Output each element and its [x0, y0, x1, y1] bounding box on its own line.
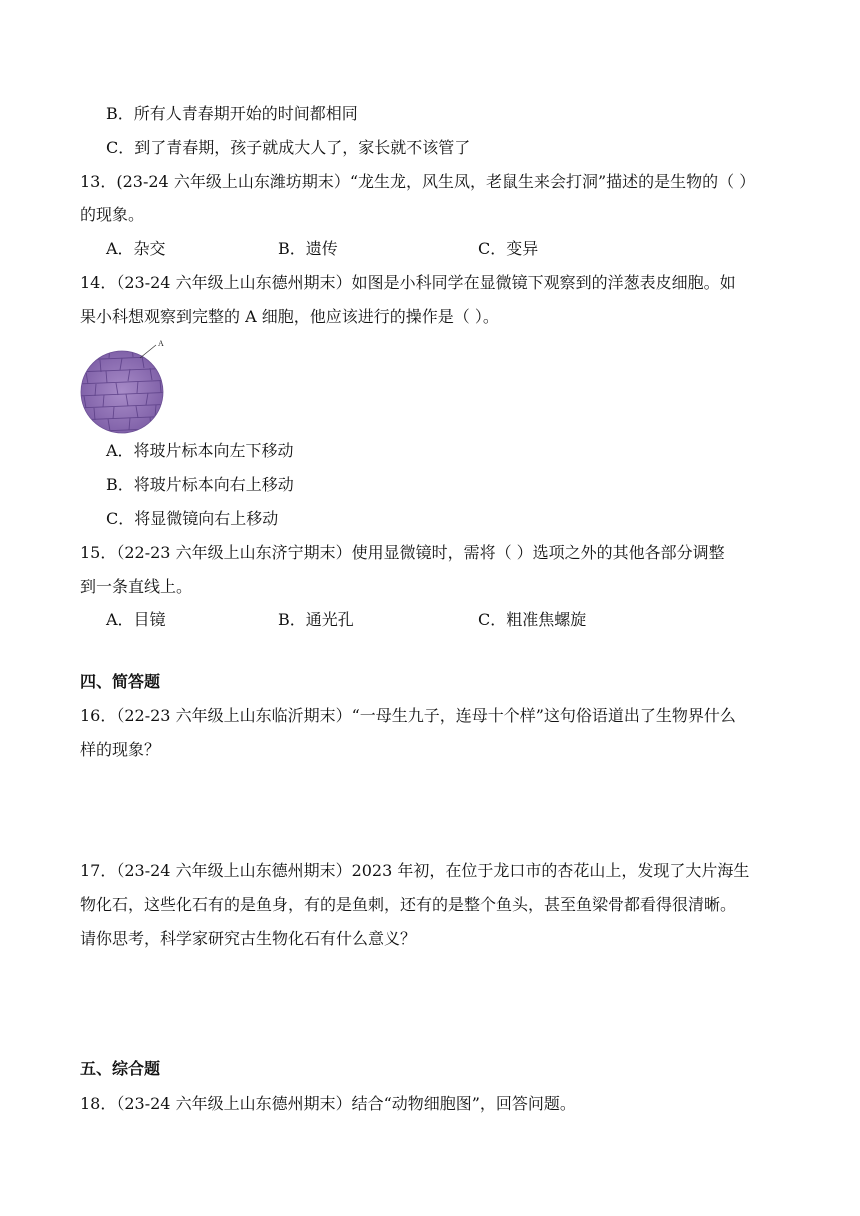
- q16-stem-line2: 样的现象？: [80, 740, 161, 759]
- q13-option-c: C．变异: [478, 239, 539, 258]
- q14-option-c: C．将显微镜向右上移动: [106, 509, 279, 528]
- figure-label-a: A: [158, 339, 164, 348]
- q18-stem-line1: 18．（23-24 六年级上山东德州期末）结合“动物细胞图”，回答问题。: [80, 1094, 576, 1113]
- q13-option-a: A．杂交: [106, 239, 166, 258]
- q13-stem-line1: 13．(23-24 六年级上山东潍坊期末）“龙生龙，风生凤，老鼠生来会打洞”描述的是生物的（ ）: [80, 172, 756, 191]
- q17-stem-line2: 物化石，这些化石有的是鱼身，有的是鱼刺，还有的是整个鱼头，甚至鱼梁骨都看得很清晰。: [80, 895, 737, 914]
- q13-stem-line2: 的现象。: [80, 205, 145, 224]
- q13-option-b: B．遗传: [278, 239, 338, 258]
- q12-option-b: B．所有人青春期开始的时间都相同: [106, 104, 358, 123]
- section-heading-comprehensive: 五、综合题: [80, 1059, 161, 1078]
- q14-option-a: A．将玻片标本向左下移动: [106, 441, 294, 460]
- q12-option-c: C．到了青春期，孩子就成大人了，家长就不该管了: [106, 138, 471, 157]
- section-heading-short-answer: 四、简答题: [80, 672, 161, 691]
- q14-stem-line2: 果小科想观察到完整的 A 细胞，他应该进行的操作是（ ）。: [80, 307, 499, 326]
- q15-stem-line1: 15．（22-23 六年级上山东济宁期末）使用显微镜时，需将（ ）选项之外的其他各部分调整: [80, 543, 725, 562]
- q15-option-a: A．目镜: [106, 610, 166, 629]
- q14-option-b: B．将玻片标本向右上移动: [106, 475, 294, 494]
- q14-stem-line1: 14．（23-24 六年级上山东德州期末）如图是小科同学在显微镜下观察到的洋葱表皮细胞。如: [80, 273, 736, 292]
- q15-stem-line2: 到一条直线上。: [80, 577, 193, 596]
- q15-option-c: C．粗准焦螺旋: [478, 610, 587, 629]
- q17-stem-line3: 请你思考，科学家研究古生物化石有什么意义？: [80, 929, 417, 948]
- q17-stem-line1: 17．（23-24 六年级上山东德州期末）2023 年初，在位于龙口市的杏花山上，发现了大片海生: [80, 861, 750, 880]
- q15-option-b: B．通光孔: [278, 610, 354, 629]
- onion-cell-micrograph: [76, 338, 172, 434]
- q16-stem-line1: 16．（22-23 六年级上山东临沂期末）“一母生九子，连母十个样”这句俗语道出了生物界什么: [80, 706, 736, 725]
